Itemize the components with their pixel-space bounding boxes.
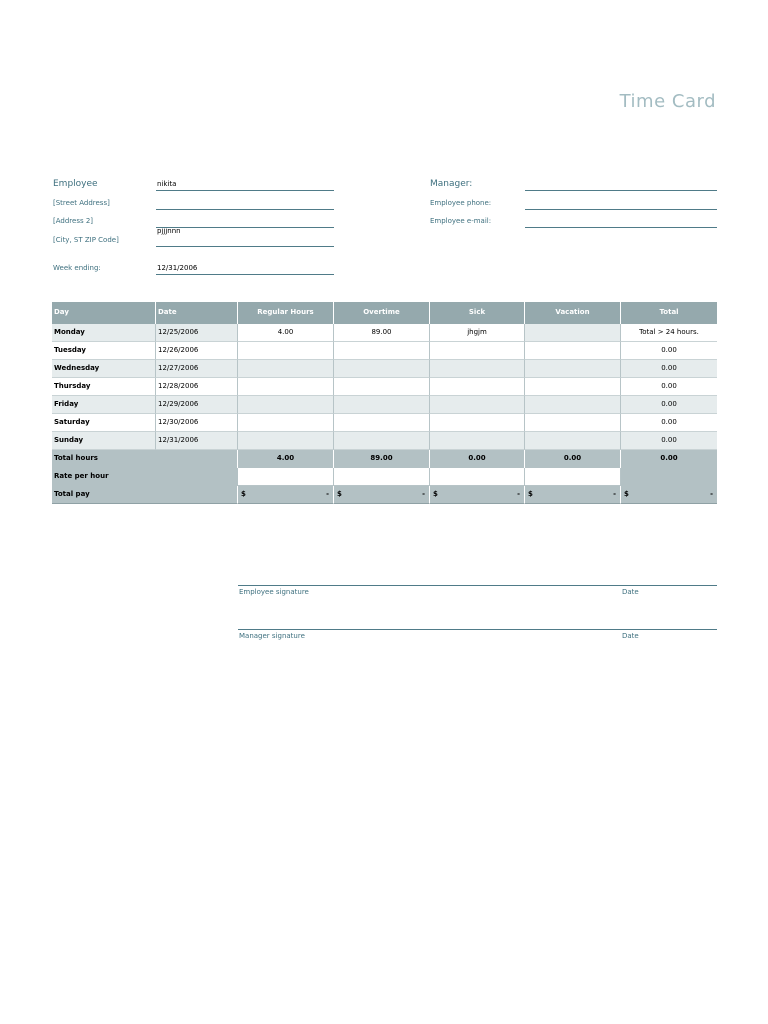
page-title: Time Card bbox=[619, 91, 716, 112]
currency-symbol: $ bbox=[528, 490, 533, 498]
rate-sick-field[interactable] bbox=[430, 468, 525, 486]
date-cell[interactable]: 12/27/2006 bbox=[156, 360, 238, 378]
sick-cell[interactable]: jhgjm bbox=[430, 324, 525, 342]
pay-total bbox=[621, 486, 717, 504]
total-overtime: 89.00 bbox=[334, 450, 430, 468]
regular-hours-cell[interactable] bbox=[238, 432, 334, 450]
pay-value: - bbox=[422, 490, 425, 498]
day-cell: Sunday bbox=[52, 432, 156, 450]
pay-overtime bbox=[334, 486, 430, 504]
total-cell: 0.00 bbox=[621, 414, 717, 432]
regular-hours-cell[interactable] bbox=[238, 378, 334, 396]
table-row bbox=[52, 324, 717, 342]
day-cell: Friday bbox=[52, 396, 156, 414]
address2-label: [Address 2] bbox=[53, 217, 94, 225]
day-cell: Thursday bbox=[52, 378, 156, 396]
currency-symbol: $ bbox=[433, 490, 438, 498]
employee-name-field[interactable]: nikita bbox=[157, 180, 177, 188]
address2-field[interactable]: pjjjnnn bbox=[157, 227, 181, 235]
overtime-cell[interactable] bbox=[334, 414, 430, 432]
total-cell: Total > 24 hours. bbox=[621, 324, 717, 342]
pay-sick bbox=[430, 486, 525, 504]
regular-hours-cell[interactable]: 4.00 bbox=[238, 324, 334, 342]
employee-email-label: Employee e-mail: bbox=[430, 217, 492, 225]
header-date: Date bbox=[156, 302, 238, 324]
total-regular-hours: 4.00 bbox=[238, 450, 334, 468]
pay-regular bbox=[238, 486, 334, 504]
date-cell[interactable]: 12/30/2006 bbox=[156, 414, 238, 432]
sick-cell[interactable] bbox=[430, 342, 525, 360]
day-cell: Wednesday bbox=[52, 360, 156, 378]
overtime-cell[interactable] bbox=[334, 432, 430, 450]
table-row bbox=[52, 342, 717, 360]
rate-per-hour-label: Rate per hour bbox=[52, 468, 238, 486]
sick-cell[interactable] bbox=[430, 414, 525, 432]
rate-vacation-field[interactable] bbox=[525, 468, 621, 486]
header-total: Total bbox=[621, 302, 717, 324]
overtime-cell[interactable] bbox=[334, 378, 430, 396]
manager-underline bbox=[525, 190, 717, 191]
regular-hours-cell[interactable] bbox=[238, 342, 334, 360]
table-row bbox=[52, 360, 717, 378]
date-cell[interactable]: 12/25/2006 bbox=[156, 324, 238, 342]
total-hours-row bbox=[52, 450, 717, 468]
vacation-cell[interactable] bbox=[525, 324, 621, 342]
street-address-underline bbox=[156, 209, 334, 210]
table-header-row bbox=[52, 302, 717, 324]
total-total: 0.00 bbox=[621, 450, 717, 468]
employee-phone-underline bbox=[525, 209, 717, 210]
table-row bbox=[52, 414, 717, 432]
employee-email-underline bbox=[525, 227, 717, 228]
total-cell: 0.00 bbox=[621, 378, 717, 396]
currency-symbol: $ bbox=[241, 490, 246, 498]
pay-value: - bbox=[613, 490, 616, 498]
sick-cell[interactable] bbox=[430, 360, 525, 378]
total-hours-label: Total hours bbox=[52, 450, 238, 468]
overtime-cell[interactable] bbox=[334, 342, 430, 360]
table-row bbox=[52, 378, 717, 396]
pay-value: - bbox=[710, 490, 713, 498]
currency-symbol: $ bbox=[337, 490, 342, 498]
regular-hours-cell[interactable] bbox=[238, 360, 334, 378]
date-cell[interactable]: 12/28/2006 bbox=[156, 378, 238, 396]
manager-signature-label: Manager signature bbox=[239, 632, 305, 640]
regular-hours-cell[interactable] bbox=[238, 414, 334, 432]
table-row bbox=[52, 396, 717, 414]
day-cell: Saturday bbox=[52, 414, 156, 432]
regular-hours-cell[interactable] bbox=[238, 396, 334, 414]
rate-regular-field[interactable] bbox=[238, 468, 334, 486]
vacation-cell[interactable] bbox=[525, 342, 621, 360]
total-cell: 0.00 bbox=[621, 360, 717, 378]
vacation-cell[interactable] bbox=[525, 360, 621, 378]
table-row bbox=[52, 432, 717, 450]
header-regular-hours: Regular Hours bbox=[238, 302, 334, 324]
header-sick: Sick bbox=[430, 302, 525, 324]
total-pay-label: Total pay bbox=[52, 486, 238, 504]
city-zip-underline bbox=[156, 246, 334, 247]
total-cell: 0.00 bbox=[621, 342, 717, 360]
week-ending-label: Week ending: bbox=[53, 264, 101, 272]
vacation-cell[interactable] bbox=[525, 414, 621, 432]
street-address-label: [Street Address] bbox=[53, 199, 110, 207]
total-cell: 0.00 bbox=[621, 432, 717, 450]
sick-cell[interactable] bbox=[430, 432, 525, 450]
header-vacation: Vacation bbox=[525, 302, 621, 324]
rate-total-cell bbox=[621, 468, 717, 486]
vacation-cell[interactable] bbox=[525, 378, 621, 396]
date-cell[interactable]: 12/31/2006 bbox=[156, 432, 238, 450]
date-cell[interactable]: 12/26/2006 bbox=[156, 342, 238, 360]
total-pay-row bbox=[52, 486, 717, 504]
week-ending-field[interactable]: 12/31/2006 bbox=[157, 264, 198, 272]
overtime-cell[interactable]: 89.00 bbox=[334, 324, 430, 342]
total-sick: 0.00 bbox=[430, 450, 525, 468]
header-overtime: Overtime bbox=[334, 302, 430, 324]
total-cell: 0.00 bbox=[621, 396, 717, 414]
employee-signature-label: Employee signature bbox=[239, 588, 309, 596]
employee-signature-line[interactable] bbox=[238, 585, 717, 586]
sick-cell[interactable] bbox=[430, 396, 525, 414]
overtime-cell[interactable] bbox=[334, 360, 430, 378]
total-vacation: 0.00 bbox=[525, 450, 621, 468]
address2-underline bbox=[156, 227, 334, 228]
rate-overtime-field[interactable] bbox=[334, 468, 430, 486]
employee-label: Employee bbox=[53, 179, 98, 189]
pay-vacation bbox=[525, 486, 621, 504]
manager-signature-line[interactable] bbox=[238, 629, 717, 630]
city-zip-label: [City, ST ZIP Code] bbox=[53, 236, 119, 244]
pay-value: - bbox=[517, 490, 520, 498]
vacation-cell[interactable] bbox=[525, 396, 621, 414]
week-ending-underline bbox=[156, 274, 334, 275]
overtime-cell[interactable] bbox=[334, 396, 430, 414]
pay-value: - bbox=[326, 490, 329, 498]
employee-phone-label: Employee phone: bbox=[430, 199, 492, 207]
employee-signature-date-label: Date bbox=[622, 588, 639, 596]
manager-signature-date-label: Date bbox=[622, 632, 639, 640]
rate-per-hour-row bbox=[52, 468, 717, 486]
employee-name-underline bbox=[156, 190, 334, 191]
sick-cell[interactable] bbox=[430, 378, 525, 396]
day-cell: Tuesday bbox=[52, 342, 156, 360]
vacation-cell[interactable] bbox=[525, 432, 621, 450]
day-cell: Monday bbox=[52, 324, 156, 342]
header-day: Day bbox=[52, 302, 156, 324]
currency-symbol: $ bbox=[624, 490, 629, 498]
manager-label: Manager: bbox=[430, 179, 473, 189]
date-cell[interactable]: 12/29/2006 bbox=[156, 396, 238, 414]
